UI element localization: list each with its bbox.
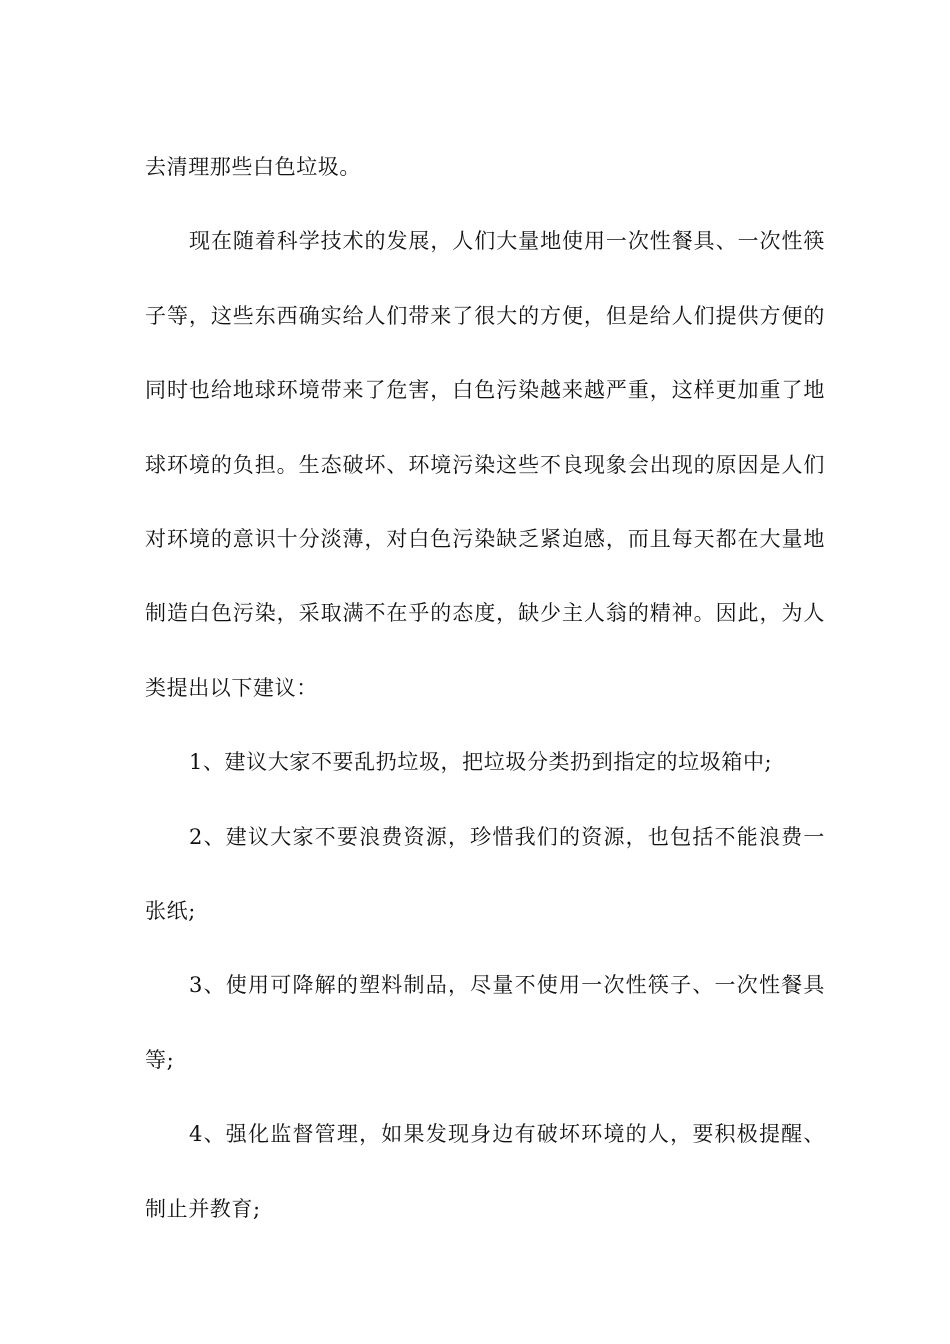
paragraph-continuation: 去清理那些白色垃圾。 xyxy=(145,155,361,179)
suggestion-2: 2、建议大家不要浪费资源，珍惜我们的资源，也包括不能浪费一张纸; xyxy=(145,824,825,924)
suggestion-4: 4、强化监督管理，如果发现身边有破坏环境的人，要积极提醒、制止并教育; xyxy=(145,1122,825,1221)
suggestion-3: 3、使用可降解的塑料制品，尽量不使用一次性筷子、一次性餐具等; xyxy=(145,973,825,1072)
suggestion-1: 1、建议大家不要乱扔垃圾，把垃圾分类扔到指定的垃圾箱中; xyxy=(189,750,773,775)
paragraph-white-pollution: 现在随着科学技术的发展，人们大量地使用一次性餐具、一次性筷子等，这些东西确实给人们带来了很大的方便，但是给人们提供方便的同时也给地球环境带来了危害，白色污染越来越严重，这样更加重了地球环境的负担。生态破坏、环境污染这些不良现象会出现的原因是人们对环境的意识十分淡薄，对白色污染缺乏紧迫感，而且每天都在大量地制造白色污染，采取满不在乎的态度，缺少主人翁的精神。因此，为人类提出以下建议： xyxy=(145,229,825,700)
document-body xyxy=(145,130,825,1246)
